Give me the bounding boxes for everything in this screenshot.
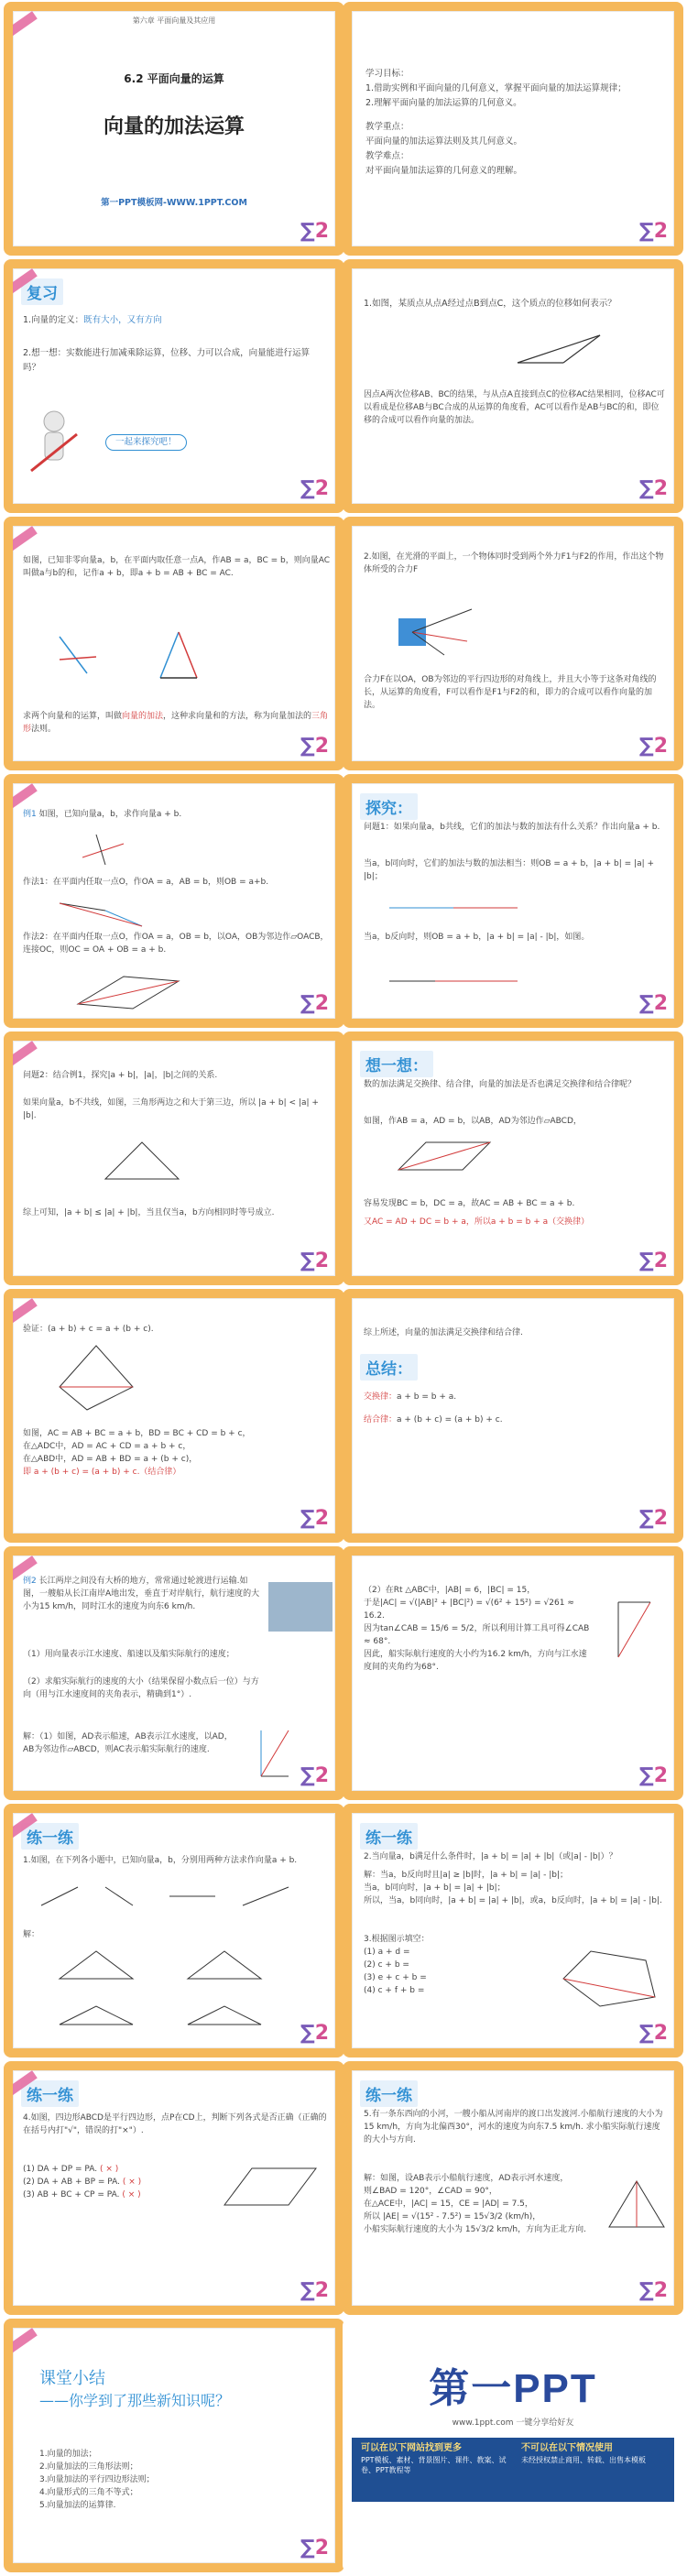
- slide-cover: [4, 2, 344, 256]
- force-question: 2.如图，在光滑的平面上，一个物体同时受到两个外力F1与F2的作用，作出这个物体所受的合力F: [364, 552, 664, 574]
- force-diagram: [380, 600, 490, 664]
- slide-practice3: [4, 2061, 344, 2315]
- practice4-question: 5.有一条东西向的小河，一艘小船从河南岸的渡口出发渡河.小船航行速度的大小为15 km/h，方向为北偏西30°，河水的速度为向东7.5 km/h. 求小船实际航行速度的大小与方向.: [364, 2110, 663, 2145]
- diff-heading: 教学难点：: [365, 151, 409, 161]
- lesson-title: 向量的加法运算: [103, 115, 245, 138]
- review-q2: 2.想一想：实数能进行加减乘除运算，位移、力可以合成，向量能进行运算吗？: [23, 348, 311, 373]
- practice4-solution: [364, 2172, 593, 2236]
- practice2-answer: [364, 1869, 666, 1907]
- judge-item: (3) AB + BC + CP = PA. ( × ): [23, 2190, 141, 2199]
- slide-example2b: [343, 1546, 683, 1800]
- fill-item: (4) c + f + b =: [364, 1986, 425, 1995]
- think-question: 数的加法满足交换律、结合律，向量的加法是否也满足交换律和结合律呢？: [364, 1080, 637, 1089]
- answer-line: 解：当a，b反向时且|a| ≥ |b|时，|a + b| = |a| - |b|；: [364, 1871, 568, 1880]
- badge-icon: ∑2: [300, 1764, 329, 1787]
- key-heading: 教学重点：: [365, 122, 409, 132]
- badge-icon: ∑2: [638, 477, 668, 500]
- badge-icon: ∑2: [638, 1250, 668, 1272]
- inequality-diagram: [96, 1133, 188, 1188]
- solution-step: 因此，船实际航行速度的大小约为16.2 km/h，方向与江水速度间的夹角约为68°.: [364, 1650, 587, 1672]
- goal-item: 2.理解平面向量的加法运算的几何意义。: [365, 98, 522, 108]
- badge-icon: ∑2: [638, 992, 668, 1015]
- inequality-question: 问题2：结合例1，探究|a + b|，|a|，|b|之间的关系.: [23, 1071, 218, 1080]
- solution-step: 则∠BAD = 120°，∠CAD = 90°，: [364, 2187, 497, 2196]
- practice3-question: 4.如图，四边形ABCD是平行四边形，点P在CD上，判断下列各式是否正确（正确的在括号内打"√"，错误的打"×"）.: [23, 2113, 327, 2135]
- verify-step: 在△ABD中，AD = AB + BD = a + (b + c)，: [23, 1455, 198, 1464]
- ppt-logo: 第一PPT: [429, 2366, 597, 2411]
- verify-step: 即 a + (b + c) = (a + b) + c.（结合律）: [23, 1468, 181, 1477]
- explore-case1: 当a，b同向时，它们的加法与数的加法相当：则OB = a + b，|a + b| = |a| + |b|；: [364, 859, 655, 881]
- example1-sol2: 作法2：在平面内任取一点O，作OA = a，OB = b，以OA，OB为邻边作▱OACB，连接OC，则OC = OA + OB = a + b.: [23, 933, 329, 955]
- badge-icon: ∑2: [300, 992, 329, 1015]
- wrapup-item: 2.向量加法的三角形法则；: [39, 2462, 138, 2472]
- fill-item: (1) a + d =: [364, 1948, 410, 1957]
- badge-icon: ∑2: [300, 1250, 329, 1272]
- practice1-question: 1.如图，在下列各小题中，已知向量a，b，分别用两种方法求作向量a + b.: [23, 1856, 298, 1865]
- chapter-label: 第六章 平面向量及其应用: [132, 16, 216, 25]
- commutative-law: 交换律：a + b = b + a.: [364, 1392, 457, 1402]
- badge-icon: ∑2: [300, 2537, 329, 2560]
- explore-question: 问题1：如果向量a，b共线，它们的加法与数的加法有什么关系？作出向量a + b.: [364, 823, 660, 832]
- key-text: 平面向量的加法运算法则及其几何意义。: [365, 136, 523, 147]
- wrapup-item: 1.向量的加法；: [39, 2450, 97, 2459]
- fill-question: 3.根据图示填空：: [364, 1935, 430, 1944]
- slide-think: [343, 1031, 683, 1285]
- practice3-diagram: [554, 1942, 664, 2015]
- slide-practice2: [343, 1804, 683, 2058]
- explore-title: 探究：: [360, 793, 418, 820]
- slide-triangle-rule: [4, 517, 344, 770]
- review-title: 复习: [21, 278, 63, 305]
- think-body: 容易发现BC = b，DC = a，故AC = AB + BC = a + b.: [364, 1199, 575, 1208]
- think-setup: 如图，作AB = a，AD = b，以AB，AD为邻边作▱ABCD，: [364, 1117, 582, 1126]
- practice3-parallelogram-diagram: [215, 2159, 325, 2214]
- think-parallelogram-diagram: [389, 1133, 499, 1179]
- tape-decoration: [6, 1298, 38, 1324]
- slide-explore: [343, 774, 683, 1028]
- inequality-conclusion: 综上可知，|a + b| ≤ |a| + |b|，当且仅当a，b方向相同时等号成立.: [23, 1208, 275, 1217]
- verify-step: 如图，AC = AB + BC = a + b，BD = BC + CD = b + c，: [23, 1429, 251, 1438]
- explore-case2: 当a，b反向时，则OB = a + b，|a + b| = |a| - |b|，如图。: [364, 933, 590, 942]
- section-title: 6.2 平面向量的运算: [124, 72, 224, 85]
- wrapup-list: [39, 2448, 314, 2512]
- slide-example1: [4, 774, 344, 1028]
- slide-ad: [343, 2319, 683, 2572]
- judge-item: (2) DA + AB + BP = PA. ( × ): [23, 2178, 142, 2187]
- slide-goals: [343, 2, 683, 256]
- associative-law: 结合律：a + (b + c) = (a + b) + c.: [364, 1415, 503, 1424]
- solution-step: 于是|AC| = √(|AB|² + |BC|²) = √(6² + 15²) = √261 ≈ 16.2.: [364, 1599, 574, 1621]
- explore-same-direction-diagram: [380, 894, 563, 922]
- judge-item: (1) DA + DP = PA. ( × ): [23, 2165, 119, 2174]
- think-result: 又AC = AD + DC = b + a，所以a + b = b + a（交换律）: [364, 1217, 590, 1227]
- think-title: 想一想：: [360, 1051, 433, 1077]
- practice3-fill-in: [364, 1933, 547, 1997]
- badge-icon: ∑2: [638, 2022, 668, 2045]
- force-body: 合力F在以OA，OB为邻边的平行四边形的对角线上，并且大小等于这条对角线的长，从运算的角度看，F可以看作是F1与F2的和，即力的合成可以看作向量的加法。: [364, 675, 657, 710]
- example1-text: 例1 如图，已知向量a，b，求作向量a + b.: [23, 810, 182, 819]
- slide-inequality: [4, 1031, 344, 1285]
- practice4-diagram: [600, 2172, 673, 2236]
- displacement-question: 1.如图，某质点从点A经过点B到点C，这个质点的位移如何表示？: [364, 299, 616, 309]
- summary-title: 总结：: [360, 1354, 418, 1381]
- goals-block: [365, 67, 668, 179]
- badge-icon: ∑2: [300, 220, 329, 243]
- displacement-diagram: [508, 326, 618, 372]
- practice4-title: 练一练: [360, 2080, 418, 2107]
- wrapup-subtitle: ——你学到了那些新知识呢？: [39, 2392, 231, 2409]
- wrapup-item: 3.向量加法的平行四边形法则；: [39, 2475, 155, 2484]
- tape-decoration: [6, 2328, 38, 2353]
- example2-text: 例2 长江两岸之间没有大桥的地方，常常通过轮渡进行运输.如图，一艘船从长江南岸A地出发，垂直于对岸航行，航行速度的大小为15 km/h，同时江水的速度为向东6 km/h.: [23, 1577, 260, 1611]
- ad-right-column: 不可以在以下情况使用 未经授权禁止商用、转载、出售本模板: [521, 2443, 646, 2464]
- summary-intro: 综上所述，向量的加法满足交换律和结合律.: [364, 1328, 523, 1337]
- slide-force: [343, 517, 683, 770]
- practice2-title: 练一练: [360, 1823, 418, 1850]
- answer-line: 所以，当a，b同向时，|a + b| = |a| + |b|，或a，b反向时，|a + b| = |a| - |b|.: [364, 1896, 662, 1905]
- tape-decoration: [6, 783, 38, 809]
- solution-step: 所以 |AE| = √(15² - 7.5²) = 15√3/2 (km/h)，: [364, 2212, 541, 2221]
- solution-step: 在△ACE中，|AC| = 15，CE = |AD| = 7.5，: [364, 2199, 533, 2209]
- slide-practice1: [4, 1804, 344, 2058]
- verify-step: 在△ADC中，AD = AC + CD = a + b + c，: [23, 1442, 191, 1451]
- diff-text: 对平面向量加法运算的几何意义的理解。: [365, 166, 523, 176]
- practice1-solutions-diagram: [50, 1933, 307, 2034]
- badge-icon: ∑2: [638, 735, 668, 758]
- practice1-vectors: [32, 1878, 307, 1915]
- site-label: 第一PPT模板网-WWW.1PPT.COM: [101, 198, 247, 208]
- example1-vectors: [78, 830, 133, 867]
- badge-icon: ∑2: [638, 1507, 668, 1530]
- slide-practice4: [343, 2061, 683, 2315]
- review-q1: 1.向量的定义：既有大小，又有方向: [23, 315, 162, 325]
- example2-solution: 解：（1）如图，AD表示船速，AB表示江水速度，以AD，AB为邻边作▱ABCD，则AC表示船实际航行的速度.: [23, 1732, 233, 1754]
- solution-step: （2）在Rt △ABC中，|AB| = 6，|BC| = 15，: [364, 1586, 536, 1595]
- practice2-question: 2.当向量a，b满足什么条件时，|a + b| = |a| + |b|（或|a| - |b|）？: [364, 1852, 617, 1861]
- explore-opposite-direction-diagram: [380, 967, 563, 995]
- goals-heading: 学习目标：: [365, 69, 409, 79]
- badge-icon: ∑2: [300, 1507, 329, 1530]
- slide-displacement: [343, 259, 683, 513]
- tape-decoration: [6, 1041, 38, 1066]
- ppt-url[interactable]: www.1ppt.com 一键分享给好友: [452, 2418, 574, 2428]
- tape-decoration: [6, 526, 38, 551]
- solution-step: 因为tan∠CAB = 15/6 = 5/2，所以利用计算工具可得∠CAB ≈ 68°.: [364, 1624, 590, 1646]
- wrapup-item: 5.向量加法的运算律.: [39, 2501, 116, 2510]
- verify-steps: [23, 1427, 334, 1479]
- triangle-rule-intro: 如图，已知非零向量a，b，在平面内取任意一点A，作AB = a，BC = b，则向量AC叫做a与b的和，记作a + b，即a + b = AB + BC = AC.: [23, 556, 331, 578]
- river-photo: [268, 1582, 333, 1632]
- example1-sol1: 作法1：在平面内任取一点O，作OA = a，AB = b，则OB = a+b.: [23, 878, 269, 887]
- practice1-title: 练一练: [21, 1823, 79, 1850]
- wrapup-item: 4.向量形式的三角不等式；: [39, 2488, 138, 2497]
- practice1-solution-label: 解：: [23, 1930, 40, 1939]
- solution-step: 解：如图，设AB表示小船航行速度，AD表示河水速度，: [364, 2174, 569, 2183]
- wrapup-title: 课堂小结: [39, 2369, 105, 2388]
- practice3-items: [23, 2163, 206, 2201]
- ad-left-column: 可以在以下网站找到更多 PPT模板、素材、背景图片、课件、教案、试卷、PPT教程等: [361, 2443, 507, 2474]
- solution-step: 小船实际航行速度的大小为 15√3/2 km/h，方向为正北方向.: [364, 2225, 586, 2234]
- badge-icon: ∑2: [638, 1764, 668, 1787]
- inequality-body: 如果向量a，b不共线，如图，三角形两边之和大于第三边，所以 |a + b| < |a| + |b|.: [23, 1098, 319, 1120]
- verify-diagram: [50, 1341, 142, 1414]
- example2-q2: （2）求船实际航行的速度的大小（结果保留小数点后一位）与方向（用与江水速度间的夹角表示，精确到1°）.: [23, 1677, 259, 1699]
- badge-icon: ∑2: [300, 2279, 329, 2302]
- triangle-rule-outro: 求两个向量和的运算，叫做向量的加法，这种求向量和的方法，称为向量加法的三角形法则。: [23, 712, 329, 734]
- slide-wrapup: [4, 2319, 344, 2572]
- answer-line: 当a，b同向时，|a + b| = |a| + |b|；: [364, 1883, 506, 1893]
- badge-icon: ∑2: [300, 735, 329, 758]
- example1-sol2-diagram: [69, 967, 188, 1013]
- ad-banner: [352, 2438, 674, 2502]
- badge-icon: ∑2: [300, 477, 329, 500]
- thinking-figure-icon: [27, 407, 82, 480]
- badge-icon: ∑2: [638, 220, 668, 243]
- badge-icon: ∑2: [638, 2279, 668, 2302]
- explore-bubble: 一起来探究吧！: [105, 434, 187, 451]
- practice3-title: 练一练: [21, 2080, 79, 2107]
- goal-item: 1.借助实例和平面向量的几何意义，掌握平面向量的加法运算规律；: [365, 83, 627, 93]
- example2b-steps: [364, 1584, 593, 1674]
- fill-item: (2) c + b =: [364, 1960, 409, 1970]
- slide-summary-laws: [343, 1289, 683, 1543]
- verify-text: 验证：(a + b) + c = a + (b + c).: [23, 1325, 154, 1334]
- displacement-body: 因点A两次位移AB、BC的结果，与从点A直接到点C的位移AC结果相同，位移AC可以看成是位移AB与BC合成的从运算的角度看，AC可以看作是AB与BC的和，即位移的合成可以看作向量的加法。: [364, 390, 665, 425]
- slide-example2: [4, 1546, 344, 1800]
- triangle-rule-diagram: [50, 618, 234, 692]
- fill-item: (3) e + c + b =: [364, 1973, 427, 1982]
- badge-icon: ∑2: [300, 2022, 329, 2045]
- slide-verify: [4, 1289, 344, 1543]
- example2b-diagram: [609, 1593, 664, 1666]
- slide-review: [4, 259, 344, 513]
- example2-q1: （1）用向量表示江水速度、船速以及船实际航行的速度；: [23, 1650, 234, 1659]
- example1-sol1-diagram: [50, 894, 160, 931]
